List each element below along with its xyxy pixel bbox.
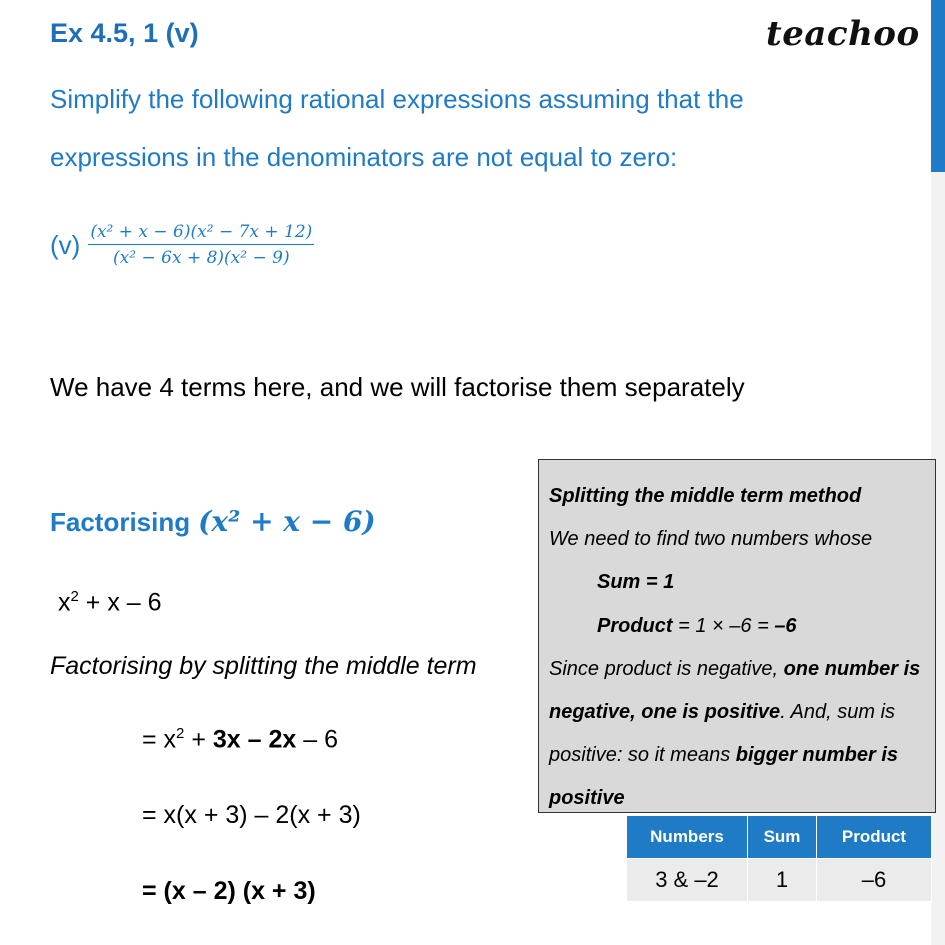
- part-label: (v): [50, 229, 81, 260]
- step-1-mid: +: [184, 725, 213, 754]
- cell-product: –6: [817, 859, 932, 902]
- intro-text: We have 4 terms here, and we will factorise them separately: [50, 372, 745, 402]
- step-1-pre: = x: [142, 725, 177, 754]
- step-1-post: – 6: [296, 725, 339, 754]
- note-sum: Sum = 1: [597, 571, 675, 594]
- note-p2: . And, sum is positive: so it means: [549, 701, 896, 767]
- note-title: Splitting the middle term method: [549, 485, 862, 507]
- note-paragraph: [549, 648, 925, 821]
- header-sum: Sum: [748, 816, 817, 859]
- expr-exponent: 2: [70, 588, 79, 605]
- denominator: (x² − 6x + 8)(x² − 9): [113, 248, 290, 268]
- rational-expression: [88, 222, 314, 268]
- note-p1-bold: one number is negative, one is positive: [549, 657, 921, 724]
- table-header-row: [627, 816, 932, 859]
- note-p2-bold: bigger number is positive: [549, 744, 898, 810]
- product-result: –6: [774, 614, 797, 637]
- exercise-title: Ex 4.5, 1 (v): [50, 18, 199, 48]
- expr-base: x: [58, 588, 71, 617]
- product-label: Product: [597, 614, 673, 637]
- step-1-exponent: 2: [176, 725, 185, 742]
- expr-rest: + x – 6: [78, 588, 162, 617]
- factorising-label: Factorising: [50, 507, 191, 537]
- step-1: [142, 725, 338, 754]
- note-p1: Since product is negative,: [549, 657, 784, 680]
- table-row: [627, 859, 932, 902]
- numbers-table: [626, 815, 932, 902]
- note-product: [549, 605, 925, 648]
- note-line-1: We need to find two numbers whose: [549, 528, 873, 551]
- teachoo-logo: teachoo: [766, 14, 920, 54]
- factorising-heading: [50, 505, 376, 538]
- start-expression: [58, 588, 162, 617]
- numerator: (x² + x − 6)(x² − 7x + 12): [88, 222, 314, 245]
- scrollbar-thumb[interactable]: [931, 0, 945, 172]
- product-value: = 1 × –6 =: [672, 614, 775, 637]
- question-line-2: expressions in the denominators are not equal to zero:: [50, 142, 678, 172]
- step-2: = x(x + 3) – 2(x + 3): [142, 801, 361, 829]
- factorising-expression: (x² + x − 6): [198, 505, 376, 538]
- question-line-1: Simplify the following rational expressions assuming that the: [50, 84, 744, 114]
- header-product: Product: [817, 816, 932, 859]
- header-numbers: Numbers: [627, 816, 748, 859]
- cell-numbers: 3 & –2: [627, 859, 748, 902]
- step-3: = (x – 2) (x + 3): [142, 877, 316, 905]
- method-text: Factorising by splitting the middle term: [50, 652, 477, 680]
- step-1-bold: 3x – 2x: [212, 725, 297, 754]
- question-part: [50, 222, 314, 268]
- note-box: [538, 459, 936, 813]
- cell-sum: 1: [748, 859, 817, 902]
